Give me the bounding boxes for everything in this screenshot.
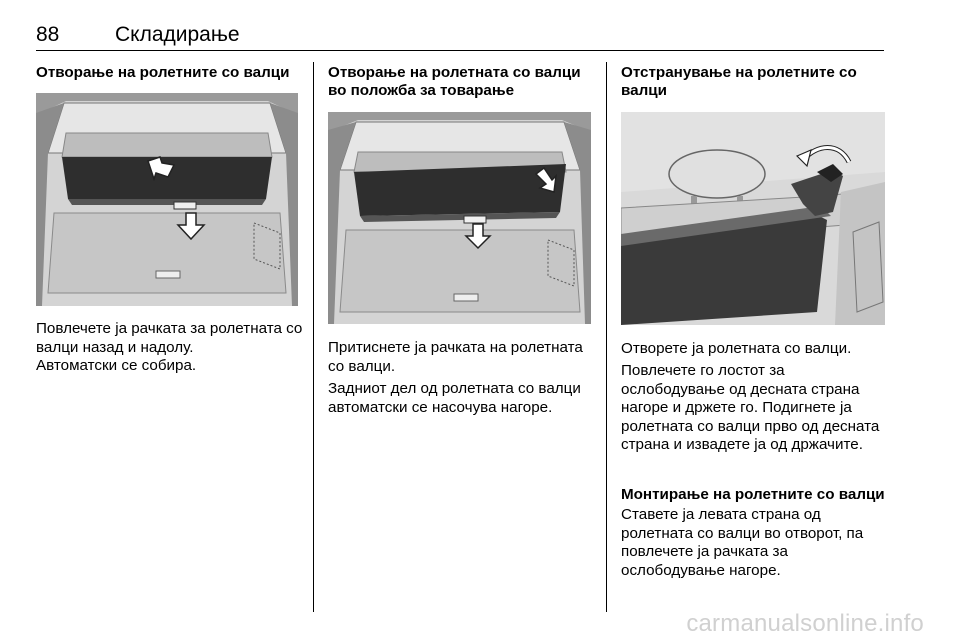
column-divider-right <box>606 62 607 612</box>
chapter-title: Складирање <box>115 23 240 46</box>
section-heading-open-cover: Отворање на ролетните со валци <box>36 64 290 81</box>
paragraph: Задниот дел од ролетната со валци автоматски се насочува нагоре. <box>328 380 581 416</box>
section-heading-install-cover: Монтирање на ролетните со валци <box>621 486 885 503</box>
paragraph: Автоматски се собира. <box>36 357 197 374</box>
section-heading-loading-position: Отворање на ролетната со валци во положба за товарање <box>328 64 581 99</box>
paragraph: Притиснете ја рачката на ролетната со валци. <box>328 339 583 375</box>
header-rule <box>36 50 884 51</box>
watermark-text: carmanualsonline.info <box>686 610 924 637</box>
paragraph: Повлечете го лостот за ослободување од десната страна нагоре и држете го. Подигнете ја ролетната со валци прво од десната страна и извадете ја од држачите. <box>621 362 880 454</box>
figure-remove-cover-illustration <box>621 112 885 325</box>
figure-open-cover-illustration <box>36 93 298 306</box>
paragraph: Ставете ја левата страна од ролетната со валци во отворот, па повлечете ја рачката за ослободување нагоре. <box>621 506 864 579</box>
column-divider-left <box>313 62 314 612</box>
page-number: 88 <box>36 23 60 46</box>
section-heading-remove-cover: Отстранување на ролетните со валци <box>621 64 857 99</box>
paragraph: Повлечете ја рачката за ролетната со валци назад и надолу. <box>36 320 303 356</box>
figure-loading-position-illustration <box>328 112 591 324</box>
paragraph: Отворете ја ролетната со валци. <box>621 340 852 357</box>
